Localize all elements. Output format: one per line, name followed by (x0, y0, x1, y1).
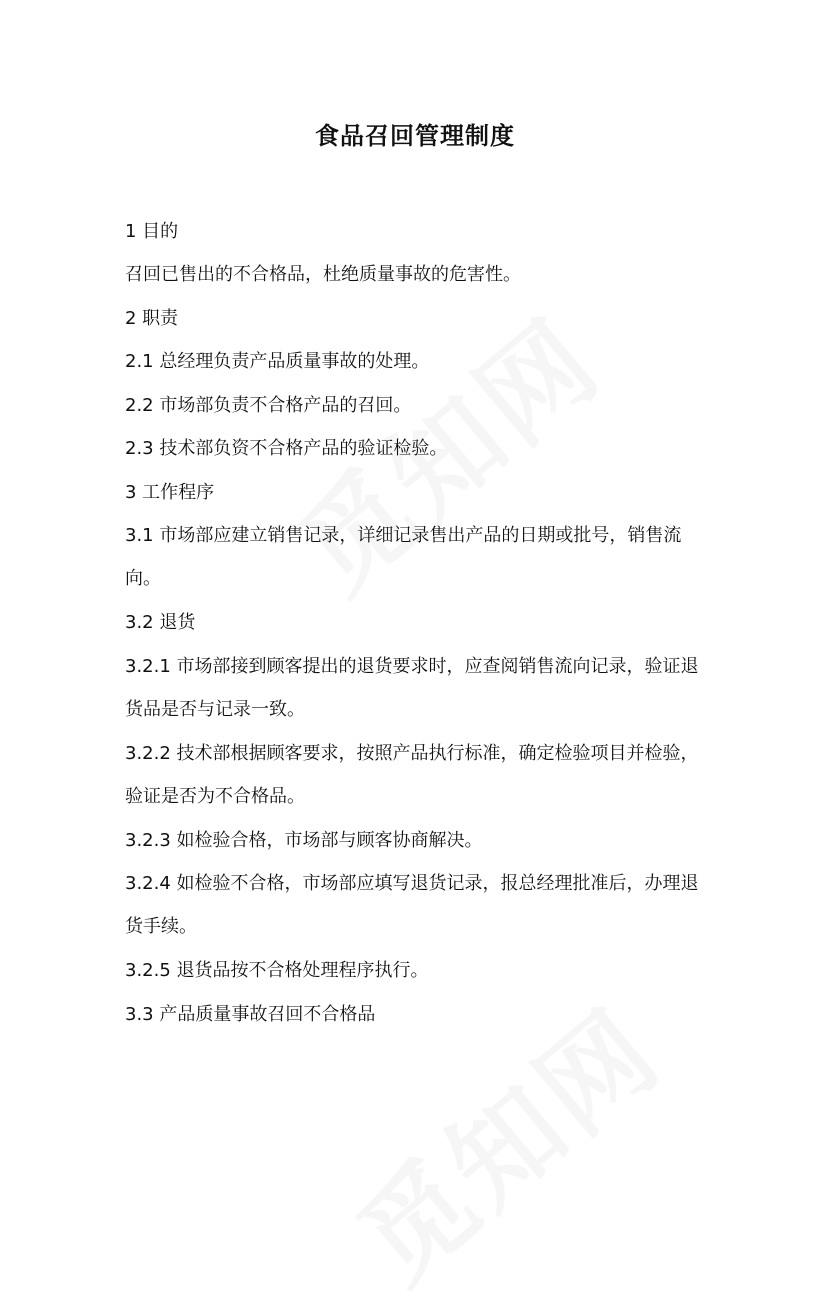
paragraph: 2.1 总经理负责产品质量事故的处理。 (125, 351, 430, 372)
paragraph: 3.1 市场部应建立销售记录，详细记录售出产品的日期或批号，销售流向。 (125, 525, 682, 589)
section-heading: 1 目的 (125, 221, 179, 242)
section-heading: 3 工作程序 (125, 482, 215, 503)
paragraph: 3.2.2 技术部根据顾客要求，按照产品执行标准，确定检验项目并检验，验证是否为不合格品。 (125, 743, 699, 807)
document-title: 食品召回管理制度 (315, 122, 515, 150)
paragraph: 召回已售出的不合格品，杜绝质量事故的危害性。 (125, 264, 521, 285)
subsection-heading: 3.3 产品质量事故召回不合格品 (125, 1004, 376, 1025)
paragraph: 3.2.4 如检验不合格，市场部应填写退货记录，报总经理批准后，办理退货手续。 (125, 873, 699, 937)
paragraph: 3.2.3 如检验合格，市场部与顾客协商解决。 (125, 830, 483, 851)
paragraph: 2.3 技术部负资不合格产品的验证检验。 (125, 438, 448, 459)
paragraph: 2.2 市场部负责不合格产品的召回。 (125, 395, 412, 416)
section-heading: 2 职责 (125, 308, 179, 329)
paragraph: 3.2.1 市场部接到顾客提出的退货要求时，应查阅销售流向记录，验证退货品是否与记录一致。 (125, 656, 699, 720)
subsection-heading: 3.2 退货 (125, 612, 196, 633)
paragraph: 3.2.5 退货品按不合格处理程序执行。 (125, 960, 429, 981)
